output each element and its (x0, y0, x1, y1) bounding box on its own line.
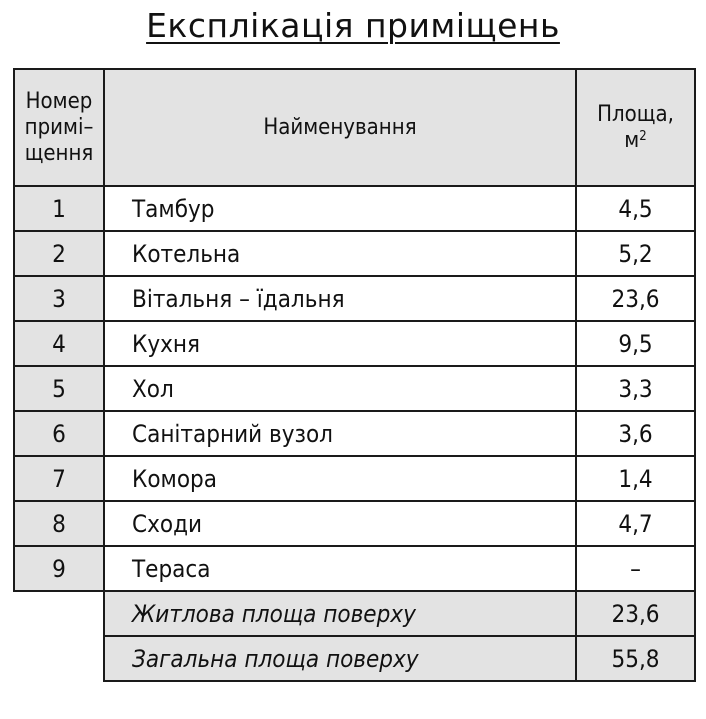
room-area: 1,4 (576, 456, 695, 501)
room-name: Тамбур (104, 186, 576, 231)
table-header-row (14, 69, 695, 186)
room-number: 1 (14, 186, 104, 231)
room-area: 5,2 (576, 231, 695, 276)
room-name: Санітарний вузол (104, 411, 576, 456)
table-row (14, 411, 695, 456)
table-row (14, 366, 695, 411)
room-area: 4,7 (576, 501, 695, 546)
header-name: Найменування (104, 69, 576, 186)
summary-value: 55,8 (576, 636, 695, 681)
room-name: Комора (104, 456, 576, 501)
header-number: Номер примі– щення (14, 69, 104, 186)
table-row (14, 276, 695, 321)
room-name: Кухня (104, 321, 576, 366)
room-area: 4,5 (576, 186, 695, 231)
room-number: 2 (14, 231, 104, 276)
room-area: 3,3 (576, 366, 695, 411)
table-row (14, 546, 695, 591)
room-name: Вітальня – їдальня (104, 276, 576, 321)
room-number: 7 (14, 456, 104, 501)
room-area: 23,6 (576, 276, 695, 321)
document-title: Експлікація приміщень (146, 6, 560, 45)
header-area: Площа, $м^2$ (576, 69, 695, 186)
table-row (14, 321, 695, 366)
summary-label: Житлова площа поверху (104, 591, 576, 636)
room-number: 3 (14, 276, 104, 321)
summary-row-living (14, 591, 695, 636)
room-number: 8 (14, 501, 104, 546)
summary-value: 23,6 (576, 591, 695, 636)
room-area: 9,5 (576, 321, 695, 366)
room-area: 3,6 (576, 411, 695, 456)
room-name: Тераса (104, 546, 576, 591)
summary-label: Загальна площа поверху (104, 636, 576, 681)
room-number: 9 (14, 546, 104, 591)
table-row (14, 186, 695, 231)
room-number: 5 (14, 366, 104, 411)
room-number: 6 (14, 411, 104, 456)
room-area: – (576, 546, 695, 591)
table-row (14, 501, 695, 546)
summary-row-total (14, 636, 695, 681)
room-name: Котельна (104, 231, 576, 276)
room-name: Хол (104, 366, 576, 411)
rooms-table (13, 68, 696, 682)
table-row (14, 456, 695, 501)
room-name: Сходи (104, 501, 576, 546)
room-number: 4 (14, 321, 104, 366)
table-row (14, 231, 695, 276)
